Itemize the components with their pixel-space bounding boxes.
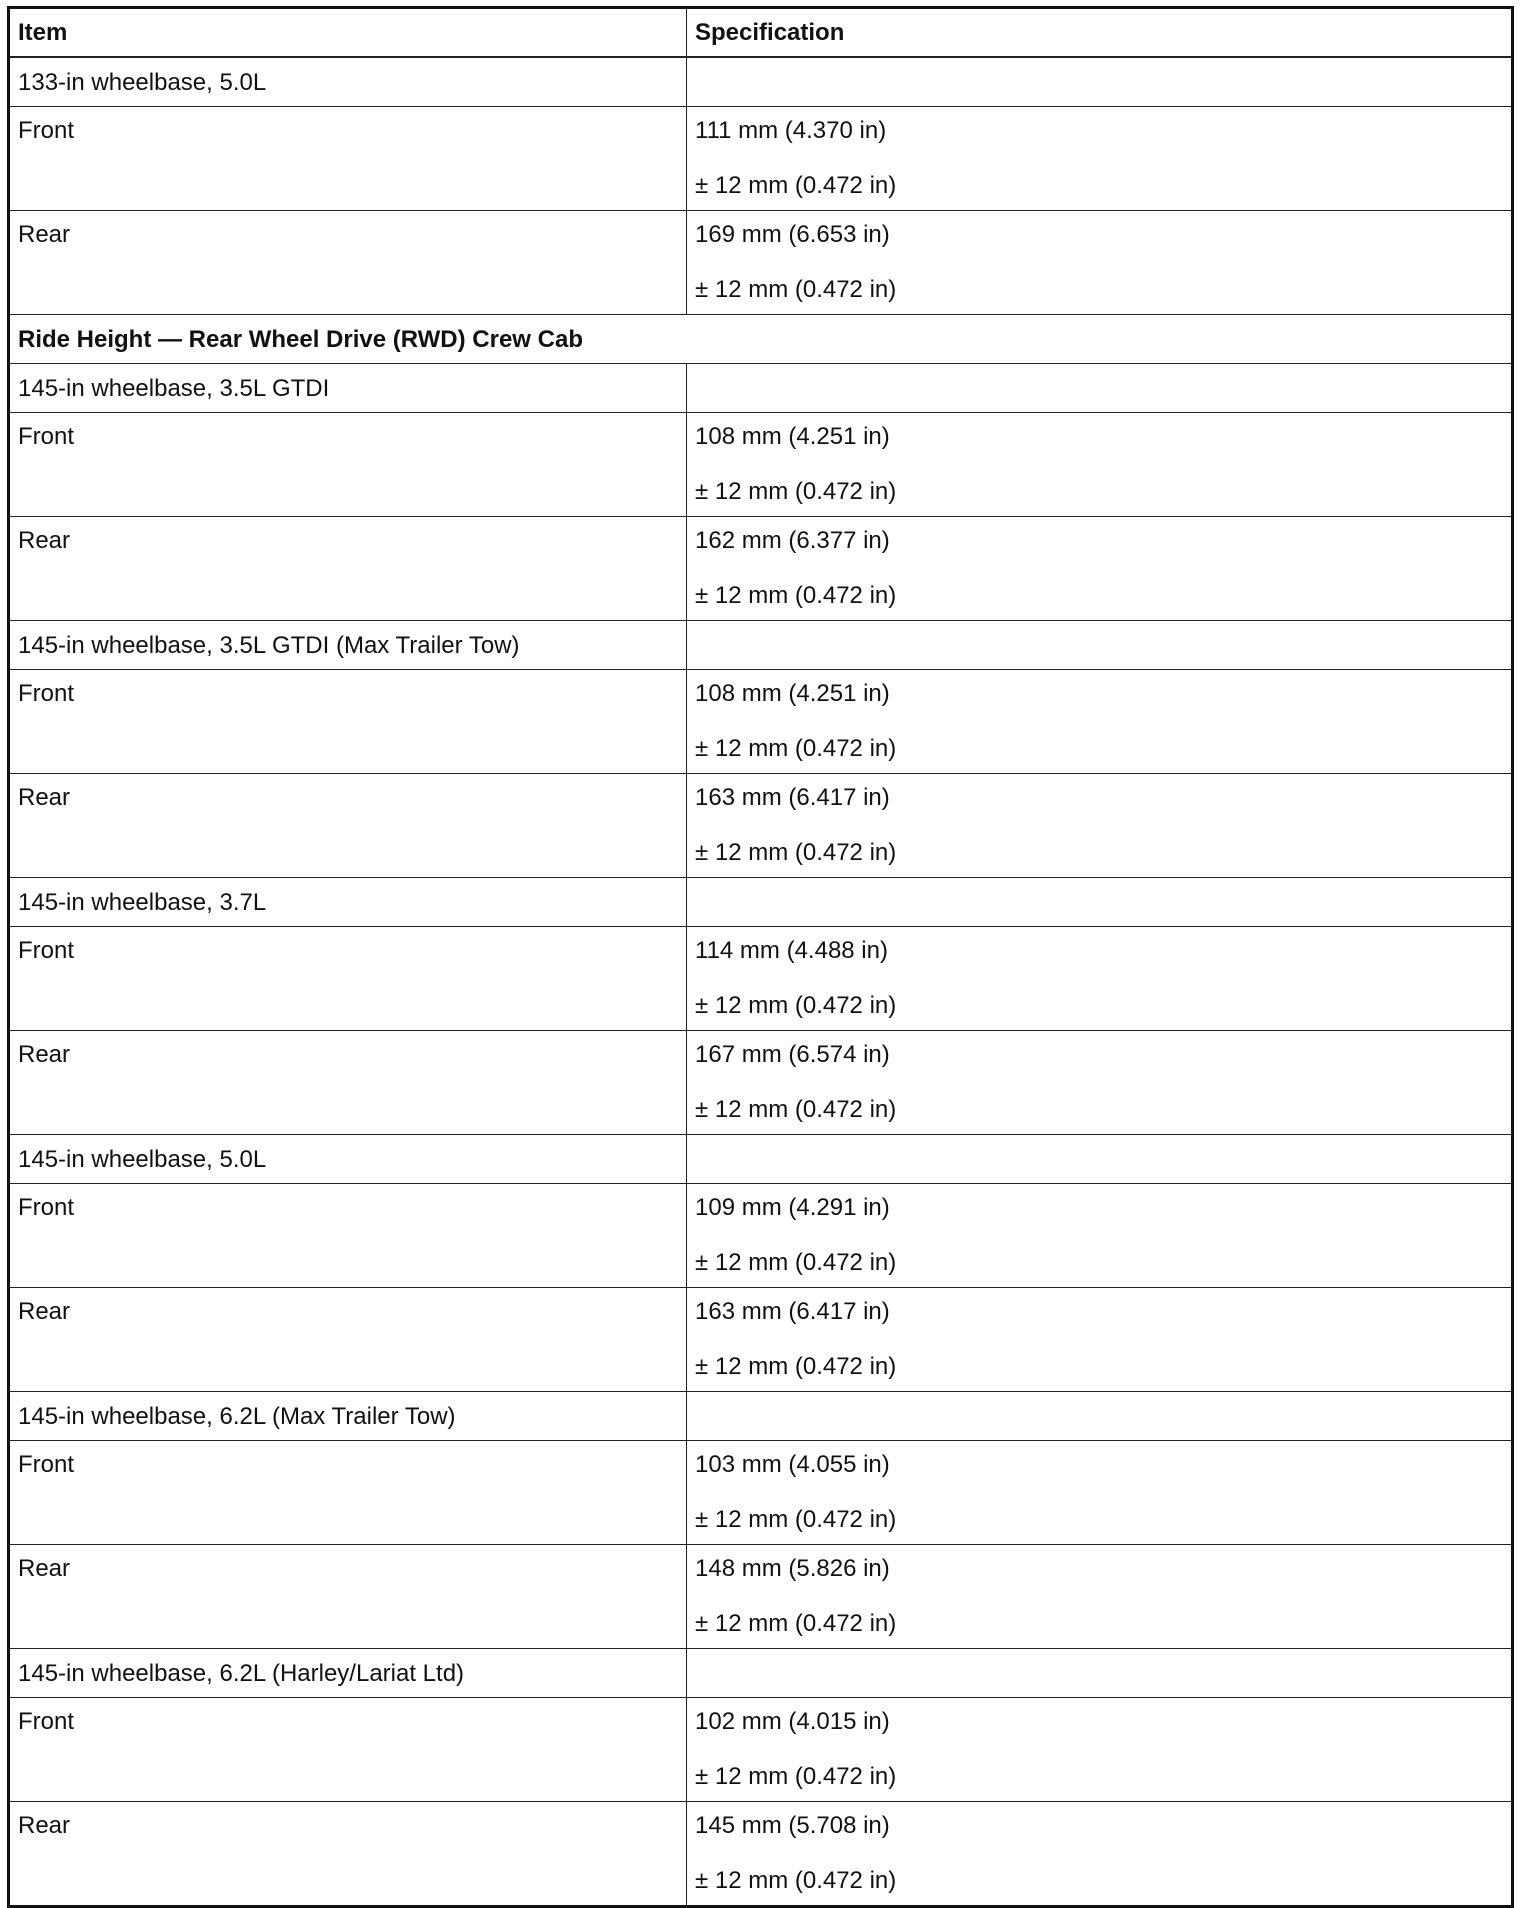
wheelbase-group-label: 145-in wheelbase, 3.7L <box>9 878 687 927</box>
position-label: Front <box>18 937 75 964</box>
wheelbase-group-row <box>9 1135 1513 1184</box>
ride-height-spec-table <box>7 6 1514 1908</box>
position-label: Front <box>18 423 75 450</box>
measurement-row <box>9 1288 1513 1392</box>
ride-height-value: 162 mm (6.377 in) <box>695 527 890 554</box>
measurement-row <box>9 1698 1513 1802</box>
position-label: Front <box>18 680 75 707</box>
ride-height-value: 163 mm (6.417 in) <box>695 784 890 811</box>
ride-height-value: 109 mm (4.291 in) <box>695 1194 890 1221</box>
position-label: Rear <box>18 784 71 811</box>
ride-height-value: 163 mm (6.417 in) <box>695 1298 890 1325</box>
wheelbase-group-row <box>9 1392 1513 1441</box>
position-label: Front <box>18 1194 75 1221</box>
tolerance-value: ± 12 mm (0.472 in) <box>695 172 897 199</box>
tolerance-value: ± 12 mm (0.472 in) <box>695 1353 897 1380</box>
wheelbase-group-row <box>9 1649 1513 1698</box>
wheelbase-group-row <box>9 621 1513 670</box>
position-label: Front <box>18 1451 75 1478</box>
ride-height-value: 169 mm (6.653 in) <box>695 221 890 248</box>
tolerance-value: ± 12 mm (0.472 in) <box>695 1867 897 1894</box>
section-title: Ride Height — Rear Wheel Drive (RWD) Crew Cab <box>9 315 1513 364</box>
position-label: Rear <box>18 1041 71 1068</box>
position-label: Front <box>18 1708 75 1735</box>
empty-spec-cell <box>687 57 1513 107</box>
position-label: Rear <box>18 1812 71 1839</box>
measurement-row <box>9 774 1513 878</box>
tolerance-value: ± 12 mm (0.472 in) <box>695 1763 897 1790</box>
ride-height-value: 108 mm (4.251 in) <box>695 423 890 450</box>
item-column-header: Item <box>9 8 687 58</box>
measurement-row <box>9 1545 1513 1649</box>
measurement-row <box>9 1031 1513 1135</box>
measurement-row <box>9 927 1513 1031</box>
ride-height-value: 148 mm (5.826 in) <box>695 1555 890 1582</box>
position-label: Rear <box>18 1555 71 1582</box>
wheelbase-group-label: 145-in wheelbase, 6.2L (Harley/Lariat Ltd) <box>9 1649 687 1698</box>
position-label: Rear <box>18 221 71 248</box>
wheelbase-group-label: 145-in wheelbase, 3.5L GTDI <box>9 364 687 413</box>
position-label: Front <box>18 117 75 144</box>
wheelbase-group-label: 145-in wheelbase, 6.2L (Max Trailer Tow) <box>9 1392 687 1441</box>
tolerance-value: ± 12 mm (0.472 in) <box>695 1610 897 1637</box>
tolerance-value: ± 12 mm (0.472 in) <box>695 582 897 609</box>
measurement-row <box>9 211 1513 315</box>
empty-spec-cell <box>687 1135 1513 1184</box>
wheelbase-group-row <box>9 57 1513 107</box>
empty-spec-cell <box>687 1392 1513 1441</box>
tolerance-value: ± 12 mm (0.472 in) <box>695 839 897 866</box>
measurement-row <box>9 670 1513 774</box>
table-header-row <box>9 8 1513 58</box>
empty-spec-cell <box>687 621 1513 670</box>
position-label: Rear <box>18 1298 71 1325</box>
wheelbase-group-label: 145-in wheelbase, 3.5L GTDI (Max Trailer Tow) <box>9 621 687 670</box>
ride-height-value: 108 mm (4.251 in) <box>695 680 890 707</box>
measurement-row <box>9 107 1513 211</box>
ride-height-value: 145 mm (5.708 in) <box>695 1812 890 1839</box>
position-label: Rear <box>18 527 71 554</box>
wheelbase-group-label: 133-in wheelbase, 5.0L <box>9 57 687 107</box>
ride-height-value: 103 mm (4.055 in) <box>695 1451 890 1478</box>
empty-spec-cell <box>687 878 1513 927</box>
measurement-row <box>9 517 1513 621</box>
tolerance-value: ± 12 mm (0.472 in) <box>695 735 897 762</box>
measurement-row <box>9 1184 1513 1288</box>
measurement-row <box>9 1802 1513 1907</box>
specification-column-header: Specification <box>687 8 1513 58</box>
ride-height-value: 111 mm (4.370 in) <box>695 117 887 144</box>
wheelbase-group-row <box>9 878 1513 927</box>
empty-spec-cell <box>687 364 1513 413</box>
ride-height-value: 102 mm (4.015 in) <box>695 1708 890 1735</box>
measurement-row <box>9 413 1513 517</box>
wheelbase-group-label: 145-in wheelbase, 5.0L <box>9 1135 687 1184</box>
section-heading-row <box>9 315 1513 364</box>
empty-spec-cell <box>687 1649 1513 1698</box>
wheelbase-group-row <box>9 364 1513 413</box>
tolerance-value: ± 12 mm (0.472 in) <box>695 478 897 505</box>
tolerance-value: ± 12 mm (0.472 in) <box>695 276 897 303</box>
ride-height-value: 114 mm (4.488 in) <box>695 937 888 964</box>
tolerance-value: ± 12 mm (0.472 in) <box>695 1506 897 1533</box>
measurement-row <box>9 1441 1513 1545</box>
tolerance-value: ± 12 mm (0.472 in) <box>695 992 897 1019</box>
ride-height-value: 167 mm (6.574 in) <box>695 1041 890 1068</box>
tolerance-value: ± 12 mm (0.472 in) <box>695 1096 897 1123</box>
tolerance-value: ± 12 mm (0.472 in) <box>695 1249 897 1276</box>
